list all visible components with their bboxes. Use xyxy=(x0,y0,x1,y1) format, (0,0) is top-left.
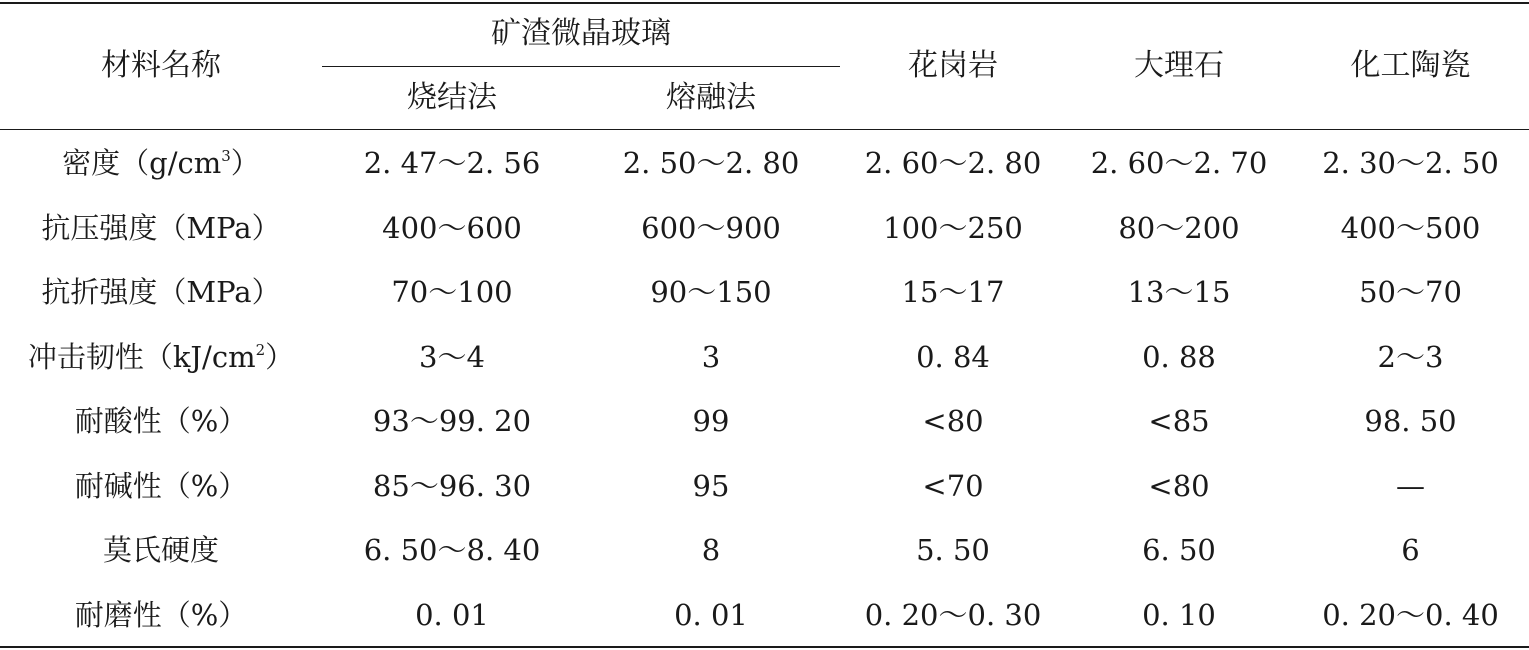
table-cell: 0. 20～0. 30 xyxy=(864,598,1042,632)
table-cell: 6. 50～8. 40 xyxy=(363,533,541,567)
group-header-rule xyxy=(322,66,840,67)
row-label-end: ） xyxy=(265,340,295,374)
row-label-superscript: 3 xyxy=(221,147,231,165)
table-cell: 2. 60～2. 70 xyxy=(1090,146,1268,180)
table-cell: <70 xyxy=(922,469,984,503)
header-granite: 花岗岩 xyxy=(908,48,998,83)
row-label xyxy=(0,403,322,439)
row-label-end: ） xyxy=(230,146,260,180)
row-label xyxy=(0,532,322,568)
table-cell: 2. 60～2. 80 xyxy=(864,146,1042,180)
table-cell: 80～200 xyxy=(1118,211,1240,245)
table-cell: <80 xyxy=(1148,469,1210,503)
table-cell: <85 xyxy=(1148,404,1210,438)
header-ceramic: 化工陶瓷 xyxy=(1350,48,1471,83)
table-cell: 15～17 xyxy=(901,275,1005,309)
row-label-text: 耐酸性（%） xyxy=(74,404,248,438)
header-group-glass: 矿渣微晶玻璃 xyxy=(491,16,671,51)
table-cell: 0. 01 xyxy=(415,598,489,632)
row-label-text: 密度（g/cm xyxy=(62,146,222,180)
row-label xyxy=(0,145,322,181)
table-cell: 93～99. 20 xyxy=(372,404,532,438)
row-label-text: 耐磨性（%） xyxy=(74,598,248,632)
table-cell: 2. 50～2. 80 xyxy=(622,146,800,180)
table-cell: 0. 20～0. 40 xyxy=(1322,598,1499,632)
table-cell: 50～70 xyxy=(1359,275,1462,309)
table-cell: 13～15 xyxy=(1127,275,1231,309)
table-header-rule xyxy=(0,129,1529,130)
row-label-text: 抗压强度（MPa） xyxy=(41,211,281,245)
table-cell: 6 xyxy=(1401,533,1420,567)
table-cell: 3～4 xyxy=(419,340,485,374)
table-cell: 5. 50 xyxy=(916,533,990,567)
table-cell: 6. 50 xyxy=(1142,533,1216,567)
table-cell: 2. 30～2. 50 xyxy=(1322,146,1499,180)
table-cell: 3 xyxy=(701,340,721,374)
table-cell: 90～150 xyxy=(650,275,772,309)
table-cell: 2. 47～2. 56 xyxy=(363,146,541,180)
row-label xyxy=(0,274,322,310)
table-cell: 400～500 xyxy=(1340,211,1481,245)
header-melting: 熔融法 xyxy=(666,80,756,115)
table-bottom-rule xyxy=(0,646,1529,648)
table-cell: — xyxy=(1396,469,1425,503)
table-cell: 70～100 xyxy=(391,275,513,309)
table-cell: 85～96. 30 xyxy=(372,469,532,503)
table-cell: 2～3 xyxy=(1377,340,1444,374)
table-cell: <80 xyxy=(922,404,984,438)
header-marble: 大理石 xyxy=(1134,48,1224,83)
table-cell: 98. 50 xyxy=(1364,404,1457,438)
row-label-text: 耐碱性（%） xyxy=(74,469,248,503)
table-cell: 400～600 xyxy=(382,211,522,245)
table-cell: 8 xyxy=(701,533,721,567)
row-label xyxy=(0,339,322,375)
table-cell: 95 xyxy=(692,469,730,503)
table-cell: 0. 84 xyxy=(916,340,990,374)
table-cell: 0. 10 xyxy=(1142,598,1216,632)
row-label-superscript: 2 xyxy=(255,341,266,359)
row-label-text: 冲击韧性（kJ/cm xyxy=(27,340,256,374)
table-cell: 600～900 xyxy=(641,211,781,245)
row-label xyxy=(0,468,322,504)
table-cell: 0. 88 xyxy=(1142,340,1216,374)
row-label-text: 莫氏硬度 xyxy=(102,533,219,567)
table-cell: 100～250 xyxy=(883,211,1023,245)
header-material-name: 材料名称 xyxy=(101,48,221,83)
table-top-rule xyxy=(0,2,1529,4)
table-cell: 0. 01 xyxy=(674,598,748,632)
row-label-text: 抗折强度（MPa） xyxy=(41,275,281,309)
table-cell: 99 xyxy=(692,404,730,438)
row-label xyxy=(0,597,322,633)
row-label xyxy=(0,210,322,246)
header-sintering: 烧结法 xyxy=(407,80,497,115)
